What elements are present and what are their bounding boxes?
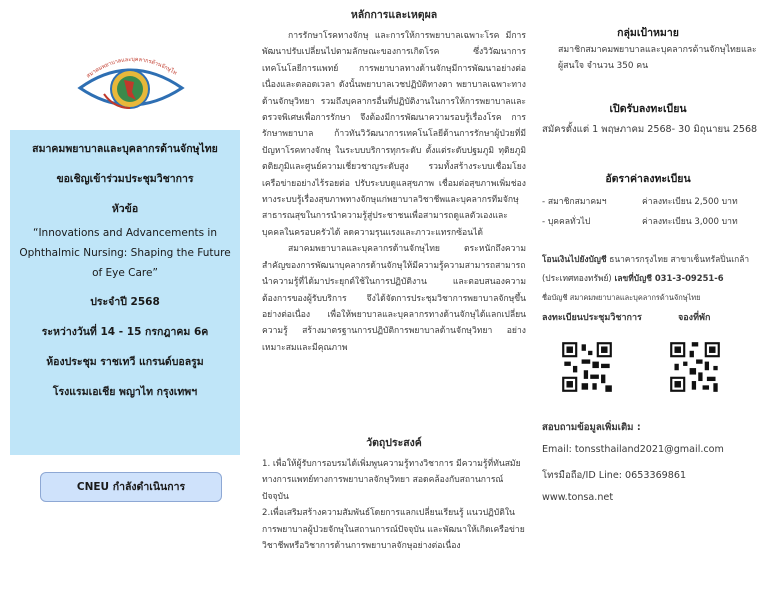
conference-room: ห้องประชุม ราชเทวี แกรนด์บอลรูม: [46, 356, 204, 368]
conference-year: ประจำปี 2568: [90, 296, 160, 308]
right-panel: [534, 0, 762, 593]
inquiry-title: สอบถามข้อมูลเพิ่มเติม :: [542, 422, 641, 433]
bank-transfer-info: [542, 250, 766, 307]
transfer-company: (ประเทศทองทรัพย์): [542, 273, 612, 283]
conference-dates: ระหว่างวันที่ 14 - 15 กรกฎาคม 6ค: [41, 326, 209, 338]
contact-website[interactable]: www.tonsa.net: [542, 492, 614, 503]
target-group-text: สมาชิกสมาคมพยาบาลและบุคลากรด้านจักษุไทยและผู้สนใจ จำนวน 350 คน: [558, 45, 757, 71]
association-logo: [74, 48, 186, 120]
registration-title: เปิดรับลงทะเบียน: [609, 103, 687, 115]
fee-member-label: - สมาชิกสมาคมฯ: [542, 197, 607, 207]
middle-panel: [262, 0, 526, 593]
objective-1: 1. เพื่อให้ผู้รับการอบรมได้เพิ่มพูนความรู้ทางวิชาการ มีความรู้ที่ทันสมัยทางการแพทย์ทางการพยาบาลจักษุวิทยา สอดคล้องกับสถานการณ์ปัจจุบัน: [262, 459, 521, 502]
conference-hotel: โรงแรมเอเชีย พญาไท กรุงเทพฯ: [52, 386, 198, 398]
invite-text: ขอเชิญเข้าร่วมประชุมวิชาการ: [56, 173, 194, 185]
left-panel: [0, 0, 248, 593]
invitation-box: [10, 130, 240, 455]
qr-register-label: ลงทะเบียนประชุมวิชาการ: [542, 313, 642, 323]
logo-arc-text: สมาคมพยาบาลและบุคลากรด้านจักษุไท: [85, 56, 178, 80]
qr-hotel-label: จองที่พัก: [678, 313, 711, 323]
objective-2: 2.เพื่อเสริมสร้างความสัมพันธ์โดยการแลกเปลี่ยนเรียนรู้ แนวปฏิบัติในการพยาบาลผู้ป่วยจักษุในสถานการณ์ปัจจุบัน และพัฒนาให้เกิดเครือข่ายวิชาชีพหรือวิชาการด้านการพยาบาลจักษุอย่างต่อเนื่อง: [262, 508, 525, 552]
hotel-qr-code[interactable]: [668, 340, 722, 394]
topic-label: หัวข้อ: [111, 203, 139, 215]
fee-member-amount: ค่าลงทะเบียน 2,500 บาท: [642, 197, 738, 207]
registration-period: สมัครตั้งแต่ 1 พฤษภาคม 2568- 30 มิถุนายน 2568: [542, 124, 758, 135]
transfer-label: โอนเงินไปยังบัญชี: [542, 254, 607, 264]
fee-general-amount: ค่าลงทะเบียน 3,000 บาท: [642, 217, 738, 227]
contact-phone-line: โทรมือถือ/ID Line: 0653369861: [542, 470, 687, 481]
fee-general-label: - บุคคลทั่วไป: [542, 217, 591, 227]
contact-email[interactable]: Email: tonssthailand2021@gmail.com: [542, 444, 724, 455]
topic-title-en: “Innovations and Advancements in Ophthalmic Nursing: Shaping the Future of Eye Care”: [19, 227, 231, 279]
target-group-title: กลุ่มเป้าหมาย: [617, 27, 679, 39]
account-name: ชื่อบัญชี สมาคมพยาบาลและบุคลากรด้านจักษุไทย: [542, 293, 701, 302]
account-number: เลขที่บัญชี 031-3-09251-6: [611, 273, 724, 283]
transfer-bank: ธนาคารกรุงไทย สาขาเซ็นทรัลปิ่นเกล้า: [606, 254, 750, 264]
association-name: สมาคมพยาบาลและบุคลากรด้านจักษุไทย: [32, 143, 218, 155]
cneu-status-button[interactable]: CNEU กำลังดำเนินการ: [40, 472, 222, 502]
rationale-paragraph-1: การรักษาโรคทางจักษุ และการให้การพยาบาลเฉพาะโรค มีการพัฒนาปรับเปลี่ยนไปตามลักษณะของการเกิดโรค ซึ่งวิวัฒนาการเทคโนโลยีการแพทย์ การพยาบาลทางด้านจักษุมีการพัฒนาอย่างต่อเนื่องและตลอดเวลา ดังนั้นพยาบาลเวชปฏิบัติทางตา พยาบาลเฉพาะทางด้านจักษุวิทยา รวมถึงบุคลากรอื่นที่ปฏิบัติงานในการให้การพยาบาลและตรวจพิเศษเพื่อการรักษา จึงต้องมีการพัฒนาความรอบรู้เรื่องโรค การรักษาพยาบาล ก้าวทันวิวัฒนาการเทคโนโลยีด้านการรักษาผู้ป่วยที่มีปัญหาโรคทางจักษุ ในระบบบริการทุกระดับ ตั้งแต่ระดับปฐมภูมิ ทุติยภูมิ ตติยภูมิและศูนย์ความเชี่ยวชาญระดับสูง รวมทั้งสร้างระบบเชื่อมโยงเครือข่ายอย่างไร้รอยต่อ ปรับระบบดูแลสุขภาพ เชื่อมต่อสุขภาพเพิ่มช่องทางระบบรู้เรื่องสุขภาพทางจักษุแก่พยาบาลวิชาชีพและบุคลากรทีมจักษุสาธารณสุขในการนำความรู้สู่ประชาชนเพื่อสามารถดูแลตัวเองและบุคคลในครอบครัวได้ ลดความรุนแรงและภาวะแทรกซ้อนได้: [262, 31, 526, 238]
objectives-title: วัตถุประสงค์: [366, 437, 422, 449]
fees-title: อัตราค่าลงทะเบียน: [605, 173, 691, 185]
register-qr-code[interactable]: [560, 340, 614, 394]
rationale-paragraph-2: สมาคมพยาบาลและบุคลากรด้านจักษุไทย ตระหนักถึงความสำคัญของการพัฒนาบุคลากรด้านจักษุให้มีความรู้ความสามารถสามารถนำความรู้ที่ได้มาประยุกต์ใช้ในการปฏิบัติงาน และตอบสนองความต้องการของผู้รับบริการ จึงได้จัดการประชุมวิชาการพยาบาลจักษุขึ้นอย่างต่อเนื่อง เพื่อให้พยาบาลและบุคลากรทางด้านจักษุได้แลกเปลี่ยนความรู้ สร้างมาตรฐานการปฏิบัติการพยาบาลด้านจักษุวิทยา อย่างเหมาะสมและมีคุณภาพ: [262, 244, 526, 353]
rationale-title: หลักการและเหตุผล: [350, 9, 438, 21]
